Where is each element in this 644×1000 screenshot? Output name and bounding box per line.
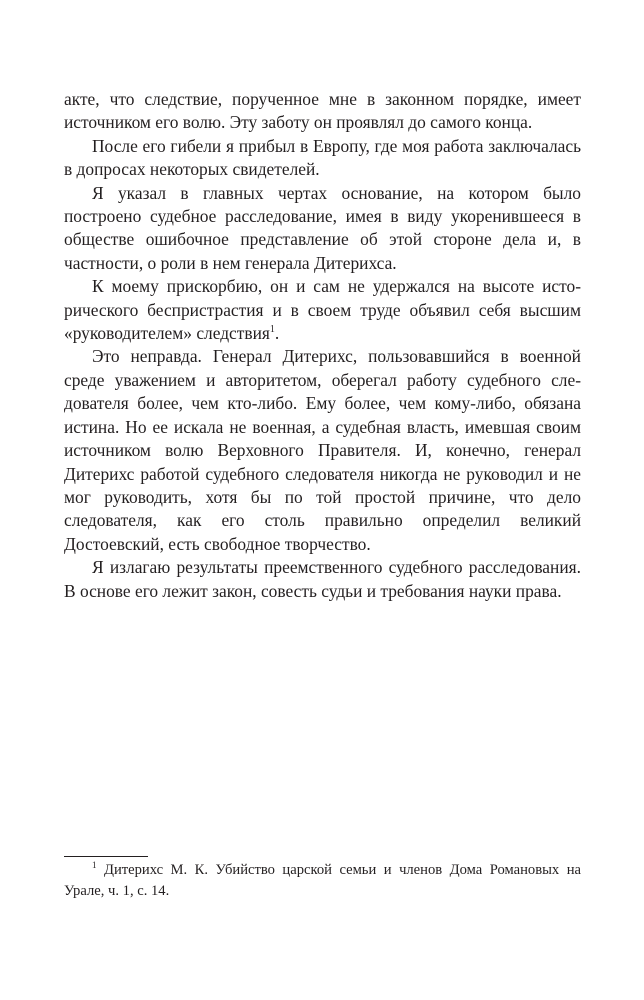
paragraph-2: После его гибели я прибыл в Европу, где моя работа заключалась в допросах некоторых свидетелей. (64, 135, 581, 180)
footnote-text: Дитерихс М. К. Убийство царской семьи и членов Дома Романовых на Урале, ч. 1, с. 14. (64, 862, 581, 899)
main-text (64, 88, 581, 603)
footnote-reference[interactable]: 1 (269, 324, 275, 336)
paragraph-4-text: К моему прискорбию, он и сам не удержался на высоте исторического беспристрастия и в своем труде объявил себя высшим «руководителем» следствия (64, 276, 581, 344)
paragraph-6: Я излагаю результаты преемственного судебного расследования. В основе его лежит закон, совесть судьи и требования науки права. (64, 557, 581, 601)
footnote-divider (64, 856, 148, 857)
paragraph-4 (64, 275, 581, 345)
paragraph-3: Я указал в главных чертах основание, на котором было построено судебное расследование, имея в виду укоренившееся в обществе ошибочное представление об этой стороне дела и, в частности, о роли в нем генерала Дитерихса. (64, 182, 581, 273)
paragraph-4-end: . (274, 323, 280, 344)
paragraph-1: акте, что следствие, порученное мне в законном порядке, имеет источником его волю. Эту заботу он проявлял до самого конца. (64, 89, 581, 133)
paragraph-5: Это неправда. Генерал Дитерихс, пользовавшийся в военной среде уважением и авторитетом, оберегал работу судебного следователя более, чем кто-либо. Ему более, чем кому-либо, обязана истина. Но ее искала не военная, а судебная власть, имевшая своим источником волю Верховного Правителя. И, конечно, генерал Дитерихс работой судебного следователя никогда не руководил и не мог руководить, хотя бы по той простой причине, что дело следователя, как его столь правильно определил великий Достоевский, есть свободное творчество. (64, 346, 581, 554)
footnote-number: 1 (92, 860, 97, 871)
footnote (64, 860, 581, 901)
